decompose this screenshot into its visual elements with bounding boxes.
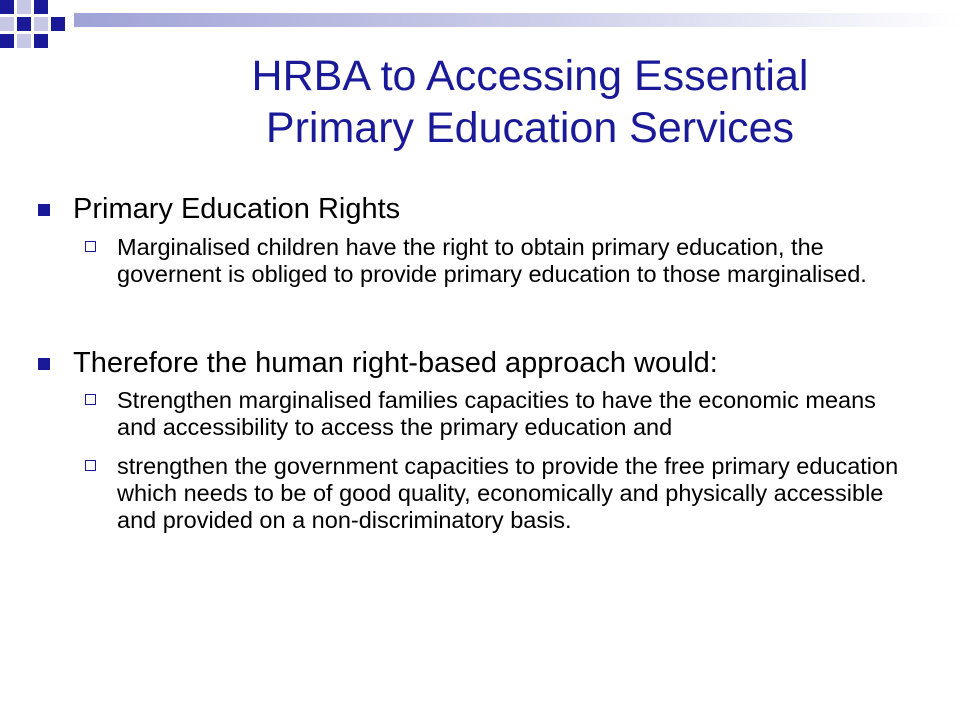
section-primary-education-rights: [0, 192, 960, 288]
title-line-1: HRBA to Accessing Essential: [251, 52, 809, 100]
section-hrba-approach: [0, 346, 960, 534]
hollow-square-bullet-icon: [85, 460, 96, 471]
square-bullet-icon: [38, 204, 50, 216]
title-line-2: Primary Education Services: [265, 104, 795, 152]
sub-bullet: [0, 234, 920, 288]
sub-bullet: [0, 387, 920, 441]
slide-title: [120, 50, 940, 154]
bullet-heading: [0, 192, 920, 226]
slide-body: [0, 192, 960, 534]
sub-bullet: [0, 453, 920, 534]
square-bullet-icon: [38, 358, 50, 370]
bullet-heading-text: Primary Education Rights: [73, 193, 401, 225]
sub-bullet-text: Strengthen marginalised families capacities to have the economic means and accessibility to access the primary education and: [117, 387, 876, 440]
hollow-square-bullet-icon: [85, 241, 96, 252]
hollow-square-bullet-icon: [85, 394, 96, 405]
sub-bullet-text: strengthen the government capacities to provide the free primary education which needs to be of good quality, economically and physically accessible and provided on a non-discriminatory basis.: [117, 453, 899, 533]
bullet-heading: [0, 346, 920, 380]
bullet-heading-text: Therefore the human right-based approach would:: [73, 347, 718, 379]
sub-bullet-text: Marginalised children have the right to obtain primary education, the governent is obliged to provide primary education to those marginalised.: [117, 234, 867, 287]
